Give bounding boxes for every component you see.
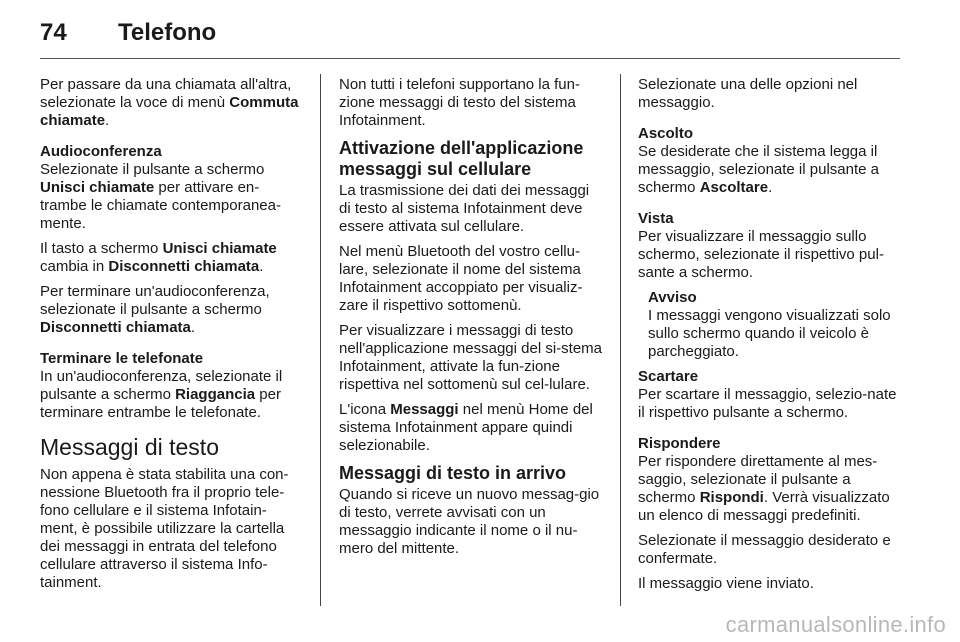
paragraph-merge-toggle (40, 240, 304, 276)
subheading-scartare: Scartare (638, 368, 699, 385)
paragraph-sent: Il messaggio viene inviato. (638, 575, 814, 592)
ui-term: Messaggi (390, 401, 459, 418)
subsection-heading-arrivo: Messaggi di testo in arrivo (339, 463, 567, 483)
chapter-title: Telefono (118, 19, 217, 46)
ui-term: Ascoltare (699, 179, 769, 196)
subheading-vista: Vista (638, 210, 674, 227)
paragraph-transmission: La trasmissione dei dati dei messaggi di testo al sistema Infotainment deve essere attivata sul cellulare. (339, 182, 590, 235)
page-number: 74 (40, 19, 67, 46)
paragraph-messages-intro: Non appena è stata stabilita una con-nessione Bluetooth fra il proprio tele-fono cellulare e il sistema Infotain-ment, è possibile utilizzare la cartella dei messaggi in entrata del telefono cellulare attraverso il sistema Info-tainment. (40, 466, 289, 591)
note-title: Avviso (648, 289, 697, 306)
paragraph-bluetooth-menu: Nel menù Bluetooth del vostro cellu-lare, selezionate il nome del sistema Infotainment accoppiato per visualiz-zare il rispettivo sottomenù. (339, 243, 583, 314)
watermark-text: carmanualsonline.info (725, 612, 946, 637)
text: In un'audioconferenza, selezionate il pulsante a schermo (40, 368, 283, 403)
subheading-ascolto: Ascolto (638, 125, 694, 142)
note-box (638, 289, 904, 361)
ui-term: Disconnetti chiamata (108, 258, 260, 275)
text: Se desiderate che il sistema legga il messaggio, selezionate il pulsante a schermo (638, 143, 879, 196)
paragraph-switch-call (40, 76, 304, 130)
text: per terminare entrambe le telefonate. (40, 386, 281, 421)
subheading-terminare: Terminare le telefonate (40, 350, 204, 367)
text: Per visualizzare il messaggio sullo schermo, selezionate il rispettivo pul-sante a schermo. (638, 228, 884, 281)
ui-term: Unisci chiamate (40, 179, 155, 196)
paragraph-select-message: Selezionate il messaggio desiderato e confermate. (638, 532, 891, 567)
note-text: I messaggi vengono visualizzati solo sullo schermo quando il veicolo è parcheggiato. (648, 307, 891, 360)
paragraph-support: Non tutti i telefoni supportano la fun-zione messaggi di testo del sistema Infotainment. (339, 76, 580, 129)
paragraph-end-calls (40, 350, 304, 422)
text: . (105, 112, 110, 129)
paragraph-new-message: Quando si riceve un nuovo messag-gio di testo, verrete avvisati con un messaggio indicante il nome o il nu-mero del mittente. (339, 486, 600, 557)
subheading-audioconferenza: Audioconferenza (40, 143, 162, 160)
column-2 (339, 76, 603, 565)
text: Per terminare un'audioconferenza, selezionate il pulsante a schermo (40, 283, 270, 318)
text: . (259, 258, 264, 275)
ui-term: Unisci chiamate (162, 240, 277, 257)
text: Per rispondere direttamente al mes-saggio, selezionate il pulsante a schermo (638, 453, 878, 506)
text: Selezionate il pulsante a schermo (40, 161, 265, 178)
paragraph-listen (638, 125, 904, 197)
text: . Verrà visualizzato un elenco di messaggi predefiniti. (638, 489, 890, 524)
text: Per passare da una chiamata all'altra, selezionate la voce di menù (40, 76, 292, 111)
column-3 (638, 76, 904, 600)
column-divider-1 (320, 74, 321, 606)
paragraph-end-conference (40, 283, 304, 337)
header-divider (40, 58, 900, 59)
text: cambia in (40, 258, 109, 275)
ui-term: Rispondi (699, 489, 764, 506)
ui-term: Commuta chiamate (40, 94, 299, 129)
text: per attivare en-trambe le chiamate contemporanea-mente. (40, 179, 281, 232)
ui-term: Riaggancia (175, 386, 256, 403)
subheading-rispondere: Rispondere (638, 435, 721, 452)
paragraph-icon (339, 401, 603, 455)
paragraph-reply (638, 435, 904, 525)
text: L'icona (339, 401, 391, 418)
text: Per scartare il messaggio, selezio-nate il rispettivo pulsante a schermo. (638, 386, 897, 421)
subsection-heading-attivazione: Attivazione dell'applicazione messaggi sul cellulare (339, 138, 584, 179)
paragraph-discard (638, 368, 904, 422)
paragraph-conference (40, 143, 304, 233)
section-heading-messaggi: Messaggi di testo (40, 434, 219, 460)
ui-term: Disconnetti chiamata (40, 319, 191, 336)
column-divider-2 (620, 74, 621, 606)
paragraph-options: Selezionate una delle opzioni nel messaggio. (638, 76, 858, 111)
text: . (768, 179, 773, 196)
paragraph-activate-function: Per visualizzare i messaggi di testo nell'applicazione messaggi del si-stema Infotainment, attivate la fun-zione rispettiva nel sottomenù sul cel-lulare. (339, 322, 602, 393)
text: . (190, 319, 196, 336)
paragraph-view (638, 210, 904, 282)
text: Il tasto a schermo (40, 240, 163, 257)
column-1 (40, 76, 304, 599)
text: nel menù Home del sistema Infotainment appare quindi selezionabile. (339, 401, 593, 454)
